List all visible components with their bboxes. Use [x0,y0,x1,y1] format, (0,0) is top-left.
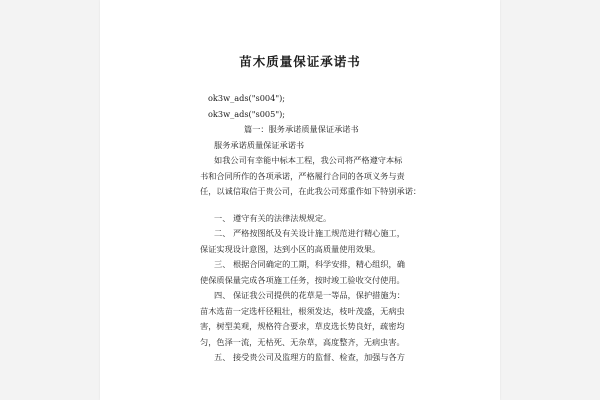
body-line: 保证实现设计意图，达到小区的高质量使用效果。 [200,244,381,254]
clause-3: 三、 根据合同确定的工期，科学安排，精心组织，确 [214,259,405,269]
document-page [100,0,500,400]
clause-4: 四、 保证我公司提供的花草是一等品，保护措施为： [214,290,405,300]
body-line: 使保质保量完成各项施工任务，按时竣工验收交付使用。 [200,275,405,285]
body-line: 苗木选苗一定选杆径粗壮，根须发达，枝叶茂盛，无病虫 [200,306,405,316]
body-line: 书和合同所作的各项承诺，严格履行合同的各项义务与责 [200,171,405,181]
document-title: 苗木质量保证承诺书 [239,54,361,69]
clause-5: 五、 接受贵公司及监理方的监督、检查，加强与各方 [214,352,405,362]
subheading: 服务承诺质量保证承诺书 [214,140,305,150]
body-line: 任，以诚信取信于贵公司，在此我公司郑重作如下特别承诺： [200,186,422,196]
body-line: 如我公司有幸能中标本工程，我公司将严格遵守本标 [214,155,403,165]
ad-script-line-1: ok3w_ads("s004"); [208,93,286,103]
body-line: 匀，色泽一流，无枯死、无杂草，高度整齐，无病虫害。 [200,337,405,347]
ad-script-line-2: ok3w_ads("s005"); [208,109,286,119]
body-line: 害，树型美观，规格符合要求，草皮选长势良好，疏密均 [200,321,405,331]
section-heading: 篇一：服务承诺质量保证承诺书 [244,124,359,134]
clause-2: 二、 严格按图纸及有关设计施工规范进行精心施工， [214,228,405,238]
clause-1: 一、 遵守有关的法律法规规定。 [214,213,332,223]
